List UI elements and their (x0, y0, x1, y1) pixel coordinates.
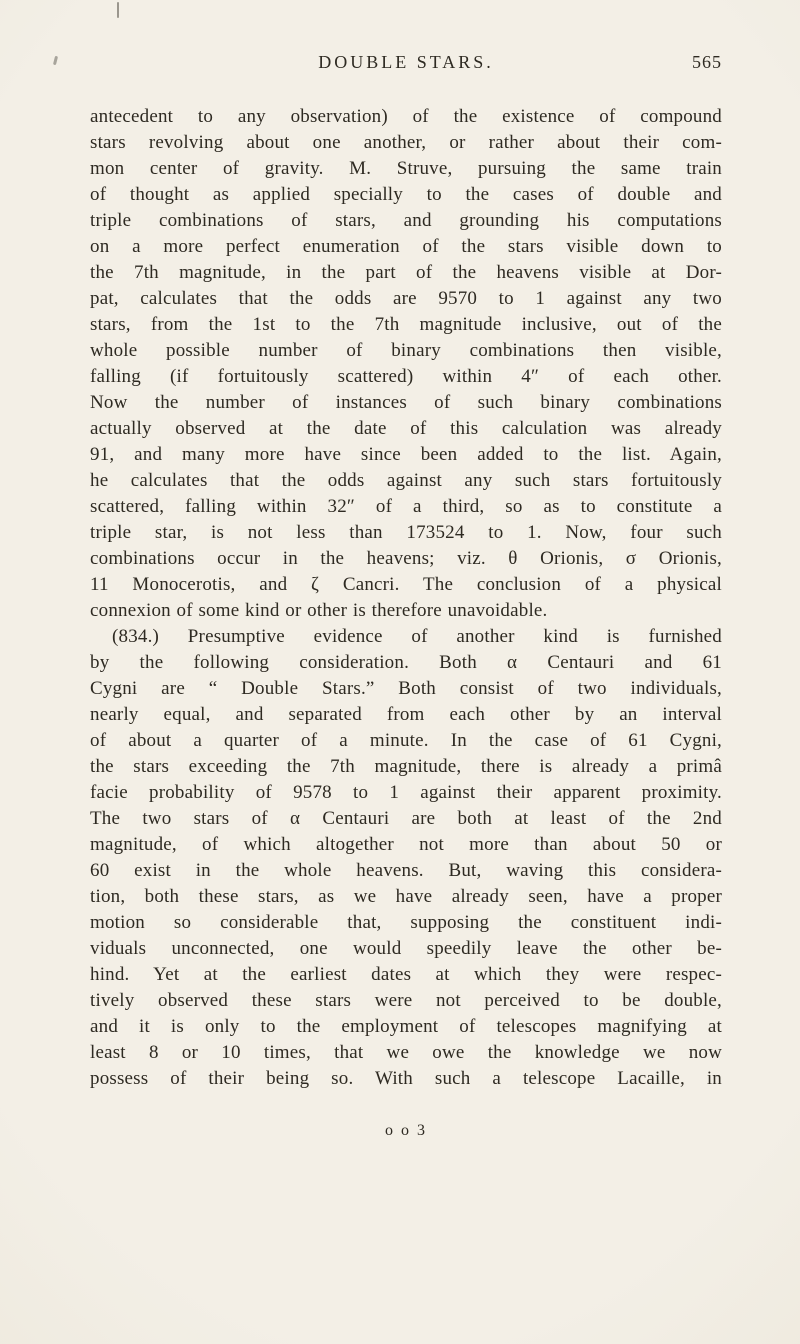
page-body (90, 104, 722, 1092)
text-line: viduals unconnected, one would speedily leave the other be- (90, 938, 722, 959)
text-line: 60 exist in the whole heavens. But, waving this considera- (90, 860, 722, 881)
text-line: of about a quarter of a minute. In the case of 61 Cygni, (90, 730, 722, 751)
paragraph (90, 104, 722, 624)
text-line: possess of their being so. With such a telescope Lacaille, in (90, 1068, 722, 1089)
text-line: falling (if fortuitously scattered) within 4″ of each other. (90, 366, 722, 387)
text-line: and it is only to the employment of telescopes magnifying at (90, 1016, 722, 1037)
text-line: scattered, falling within 32″ of a third, so as to constitute a (90, 496, 722, 517)
text-line: motion so considerable that, supposing the constituent indi- (90, 912, 722, 933)
text-line: antecedent to any observation) of the existence of compound (90, 106, 722, 127)
text-line: 91, and many more have since been added to the list. Again, (90, 444, 722, 465)
text-line: Cygni are “ Double Stars.” Both consist of two individuals, (90, 678, 722, 699)
text-line: Now the number of instances of such binary combinations (90, 392, 722, 413)
text-line: tion, both these stars, as we have already seen, have a proper (90, 886, 722, 907)
text-line: mon center of gravity. M. Struve, pursuing the same train (90, 158, 722, 179)
text-line: of thought as applied specially to the cases of double and (90, 184, 722, 205)
text-line: least 8 or 10 times, that we owe the knowledge we now (90, 1042, 722, 1063)
paragraph (90, 624, 722, 1092)
text-line: on a more perfect enumeration of the stars visible down to (90, 236, 722, 257)
text-line: magnitude, of which altogether not more than about 50 or (90, 834, 722, 855)
scan-artifact-line (117, 2, 119, 18)
text-line: The two stars of α Centauri are both at least of the 2nd (90, 808, 722, 829)
scan-artifact-fleck (53, 56, 58, 65)
text-line: facie probability of 9578 to 1 against their apparent proximity. (90, 782, 722, 803)
text-line: 11 Monocerotis, and ζ Cancri. The conclusion of a physical (90, 574, 722, 595)
text-line: whole possible number of binary combinations then visible, (90, 340, 722, 361)
text-line: nearly equal, and separated from each other by an interval (90, 704, 722, 725)
text-line: he calculates that the odds against any such stars fortuitously (90, 470, 722, 491)
text-line: (834.) Presumptive evidence of another kind is furnished (112, 626, 722, 647)
signature-mark: o o 3 (385, 1122, 427, 1139)
text-line: triple star, is not less than 173524 to 1. Now, four such (90, 522, 722, 543)
running-title: DOUBLE STARS. (318, 52, 494, 72)
text-line: by the following consideration. Both α Centauri and 61 (90, 652, 722, 673)
page-header (90, 52, 722, 78)
page-number: 565 (692, 52, 722, 72)
page-footer (90, 1122, 722, 1140)
text-line: the 7th magnitude, in the part of the heavens visible at Dor- (90, 262, 722, 283)
text-line: stars, from the 1st to the 7th magnitude inclusive, out of the (90, 314, 722, 335)
text-line: the stars exceeding the 7th magnitude, there is already a primâ (90, 756, 722, 777)
text-line: connexion of some kind or other is therefore unavoidable. (90, 600, 548, 621)
text-line: pat, calculates that the odds are 9570 to 1 against any two (90, 288, 722, 309)
text-line: stars revolving about one another, or rather about their com- (90, 132, 722, 153)
text-line: triple combinations of stars, and grounding his computations (90, 210, 722, 231)
text-line: tively observed these stars were not perceived to be double, (90, 990, 722, 1011)
text-line: combinations occur in the heavens; viz. θ Orionis, σ Orionis, (90, 548, 722, 569)
text-line: hind. Yet at the earliest dates at which they were respec- (90, 964, 722, 985)
text-line: actually observed at the date of this calculation was already (90, 418, 722, 439)
